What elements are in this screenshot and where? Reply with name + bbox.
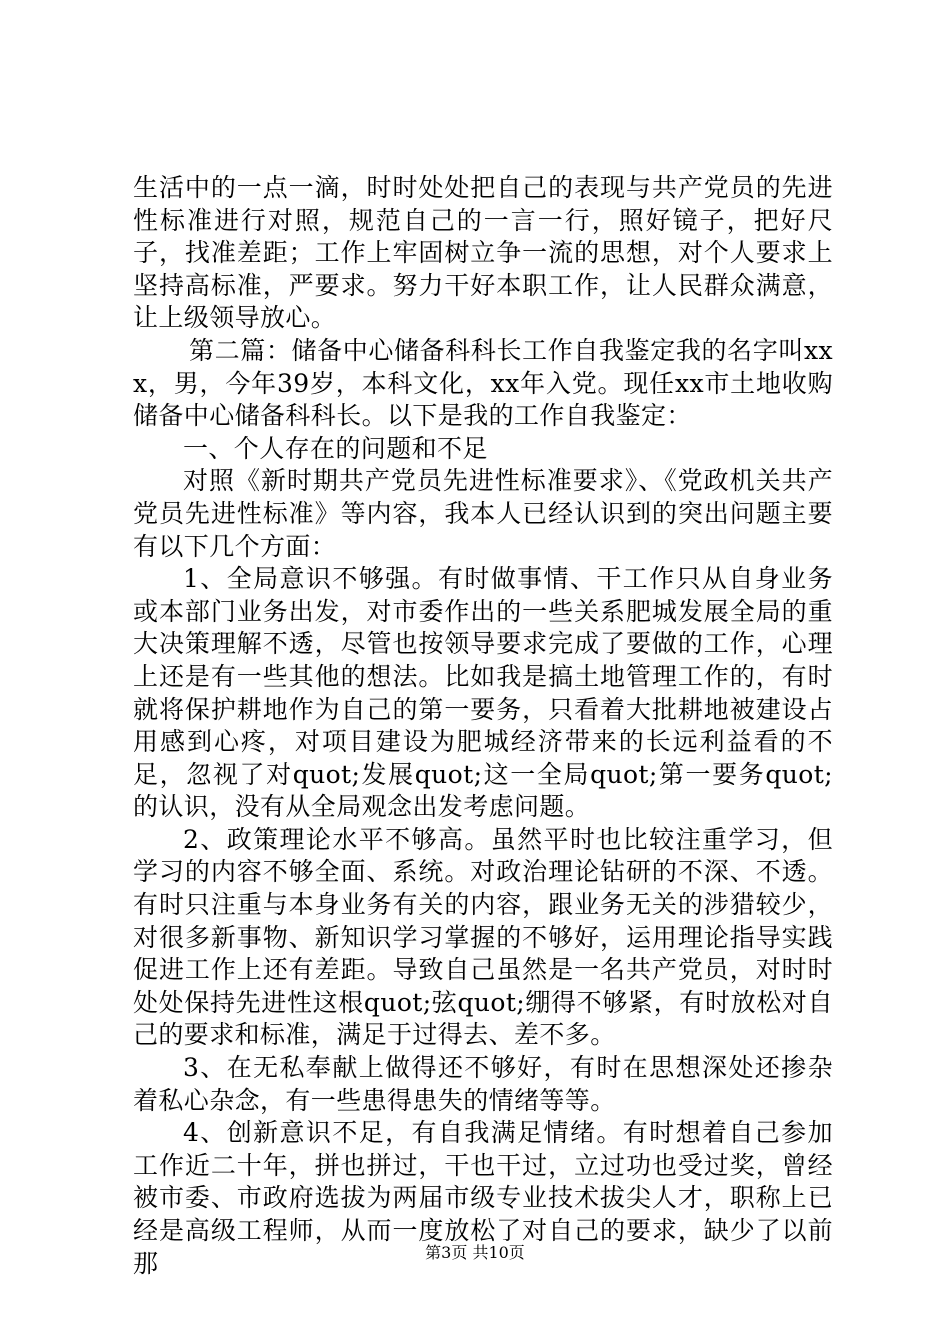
page-number: 第3页 共10页: [425, 1243, 525, 1262]
paragraph-item-3: 3、在无私奉献上做得还不够好，有时在思想深处还掺杂着私心杂念，有一些患得患失的情绪等等。: [133, 1053, 833, 1115]
paragraph-item-1: 1、全局意识不够强。有时做事情、干工作只从自身业务或本部门业务出发，对市委作出的一些关系肥城发展全局的重大决策理解不透，尽管也按领导要求完成了要做的工作，心理上还是有一些其他的想法。比如我是搞土地管理工作的，有时就将保护耕地作为自己的第一要务，只看着大批耕地被建设占用感到心疼，对项目建设为肥城经济带来的长远利益看的不足，忽视了对quot;发展quot;这一全局quot;第一要务quot;的认识，没有从全局观念出发考虑问题。: [133, 564, 833, 822]
paragraph-continuation: 生活中的一点一滴，时时处处把自己的表现与共产党员的先进性标准进行对照，规范自己的一言一行，照好镜子，把好尺子，找准差距；工作上牢固树立争一流的思想，对个人要求上坚持高标准，严要求。努力干好本职工作，让人民群众满意，让上级领导放心。: [133, 173, 833, 333]
page-footer: [0, 1243, 950, 1263]
paragraph-item-4: 4、创新意识不足，有自我满足情绪。有时想着自己参加工作近二十年，拼也拼过，干也干过，立过功也受过奖，曾经被市委、市政府选拔为两届市级专业技术拔尖人才，职称上已经是高级工程师，从而一度放松了对自己的要求，缺少了以前那: [133, 1118, 833, 1278]
paragraph-standards: 对照《新时期共产党员先进性标准要求》、《党政机关共产党员先进性标准》等内容，我本人已经认识到的突出问题主要有以下几个方面：: [133, 466, 833, 561]
heading-problems: 一、个人存在的问题和不足: [183, 433, 488, 463]
paragraph-item-2: 2、政策理论水平不够高。虽然平时也比较注重学习，但学习的内容不够全面、系统。对政治理论钻研的不深、不透。有时只注重与本身业务有关的内容，跟业务无关的涉猎较少，对很多新事物、新知识学习掌握的不够好，运用理论指导实践促进工作上还有差距。导致自己虽然是一名共产党员，对时时处处保持先进性这根quot;弦quot;绷得不够紧，有时放松对自己的要求和标准，满足于过得去、差不多。: [133, 824, 833, 1050]
document-body: [133, 172, 833, 1280]
paragraph-section-two-intro: 第二篇：储备中心储备科科长工作自我鉴定我的名字叫xxx，男，今年39岁，本科文化，xx年入党。现任xx市土地收购储备中心储备科科长。以下是我的工作自我鉴定：: [133, 335, 833, 431]
